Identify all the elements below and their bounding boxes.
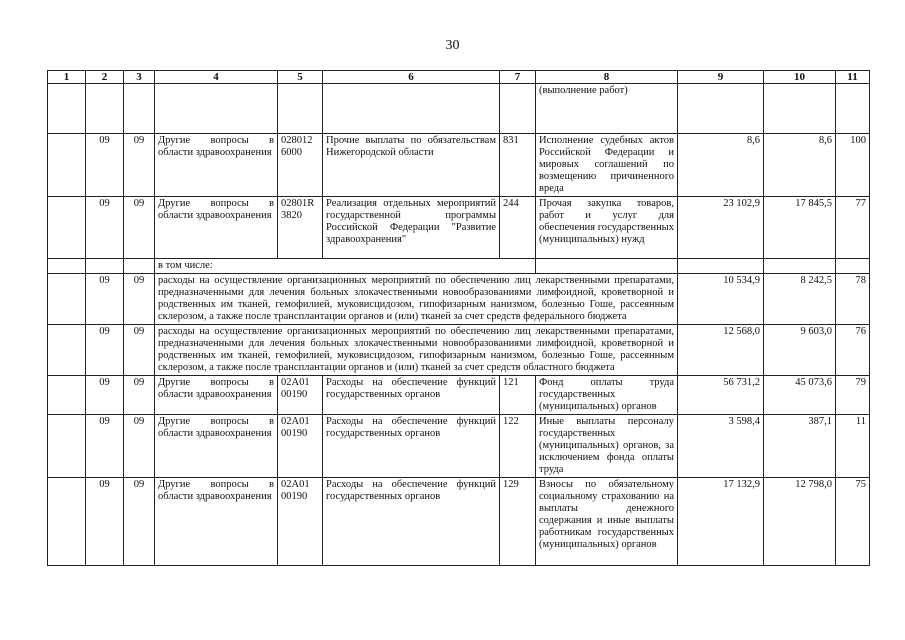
cell-plan: 56 731,2 <box>678 376 764 415</box>
cell-description: Фонд оплаты труда государственных (муниципальных) органов <box>536 376 678 415</box>
col-header-5: 5 <box>278 71 323 84</box>
cell-actual: 8,6 <box>764 134 836 197</box>
cell-actual: 387,1 <box>764 415 836 478</box>
budget-table <box>47 70 870 566</box>
cell-plan: 10 534,9 <box>678 274 764 325</box>
table-row <box>48 84 870 134</box>
cell-expense-description: расходы на осуществление организационных мероприятий по обеспечению лиц лекарственными препаратами, предназначенными для лечения больных злокачественными новообразованиями лимфоидной, кроветворной и родственных им тканей, гемофилией, муковисцидозом, гипофизарным нанизмом, болезнью Гоше, рассеянным склерозом, а также после трансплантации органов и (или) тканей за счет средств федерального бюджета <box>155 274 678 325</box>
table-row <box>48 415 870 478</box>
cell-code: 028012 6000 <box>278 134 323 197</box>
cell-type: 831 <box>500 134 536 197</box>
cell-subsection: 09 <box>124 415 155 478</box>
cell-percent: 79 <box>836 376 870 415</box>
cell <box>86 84 124 134</box>
cell-actual: 8 242,5 <box>764 274 836 325</box>
col-header-3: 3 <box>124 71 155 84</box>
cell-section: 09 <box>86 134 124 197</box>
cell-actual: 12 798,0 <box>764 478 836 566</box>
table-row <box>48 134 870 197</box>
cell-subsection: 09 <box>124 274 155 325</box>
cell-description: Иные выплаты персоналу государственных (муниципальных) органов, за исключением фонда оплаты труда <box>536 415 678 478</box>
cell-actual: 9 603,0 <box>764 325 836 376</box>
cell-program: Реализация отдельных мероприятий государственной программы Российской Федерации "Развитие здравоохранения" <box>323 197 500 259</box>
col-header-10: 10 <box>764 71 836 84</box>
cell-code: 02А01 00190 <box>278 478 323 566</box>
cell <box>764 259 836 274</box>
cell <box>278 84 323 134</box>
cell-plan: 23 102,9 <box>678 197 764 259</box>
cell-percent: 75 <box>836 478 870 566</box>
cell <box>48 197 86 259</box>
cell-expense-description: расходы на осуществление организационных мероприятий по обеспечению лиц лекарственными препаратами, предназначенными для лечения больных злокачественными новообразованиями лимфоидной, кроветворной и родственных им тканей, гемофилией, муковисцидозом, гипофизарным нанизмом, болезнью Гоше, рассеянным склерозом, а также после трансплантации органов и (или) тканей за счет средств областного бюджета <box>155 325 678 376</box>
cell <box>48 259 86 274</box>
cell-name: Другие вопросы в области здравоохранения <box>155 415 278 478</box>
cell-subsection: 09 <box>124 376 155 415</box>
cell <box>86 259 124 274</box>
col-header-1: 1 <box>48 71 86 84</box>
cell <box>48 134 86 197</box>
table-row <box>48 197 870 259</box>
cell-plan: 3 598,4 <box>678 415 764 478</box>
cell-actual: 45 073,6 <box>764 376 836 415</box>
cell-description: (выполнение работ) <box>536 84 678 134</box>
cell-name: Другие вопросы в области здравоохранения <box>155 134 278 197</box>
cell-percent: 77 <box>836 197 870 259</box>
cell-section: 09 <box>86 197 124 259</box>
cell-percent: 76 <box>836 325 870 376</box>
cell-section: 09 <box>86 274 124 325</box>
cell-subsection: 09 <box>124 325 155 376</box>
cell-program: Расходы на обеспечение функций государственных органов <box>323 376 500 415</box>
cell-program: Прочие выплаты по обязательствам Нижегородской области <box>323 134 500 197</box>
cell-actual: 17 845,5 <box>764 197 836 259</box>
cell <box>764 84 836 134</box>
col-header-4: 4 <box>155 71 278 84</box>
cell-type: 122 <box>500 415 536 478</box>
cell-including: в том числе: <box>155 259 536 274</box>
cell-plan: 8,6 <box>678 134 764 197</box>
col-header-7: 7 <box>500 71 536 84</box>
cell-plan: 17 132,9 <box>678 478 764 566</box>
cell-type: 121 <box>500 376 536 415</box>
cell-name: Другие вопросы в области здравоохранения <box>155 478 278 566</box>
page-number: 30 <box>445 38 460 53</box>
cell <box>678 259 764 274</box>
cell <box>836 84 870 134</box>
cell-name: Другие вопросы в области здравоохранения <box>155 376 278 415</box>
cell-type: 244 <box>500 197 536 259</box>
cell-code: 02А01 00190 <box>278 415 323 478</box>
table-row <box>48 274 870 325</box>
cell-section: 09 <box>86 478 124 566</box>
cell <box>500 84 536 134</box>
cell <box>48 376 86 415</box>
cell <box>124 259 155 274</box>
cell-code: 02801R 3820 <box>278 197 323 259</box>
cell <box>124 84 155 134</box>
cell <box>155 84 278 134</box>
cell-subsection: 09 <box>124 478 155 566</box>
table-row <box>48 376 870 415</box>
cell-percent: 78 <box>836 274 870 325</box>
cell-subsection: 09 <box>124 134 155 197</box>
cell-description: Взносы по обязательному социальному страхованию на выплаты денежного содержания и иные выплаты работникам государственных (муниципальных) органов <box>536 478 678 566</box>
cell-code: 02А01 00190 <box>278 376 323 415</box>
cell <box>48 84 86 134</box>
cell <box>48 415 86 478</box>
cell-program: Расходы на обеспечение функций государственных органов <box>323 478 500 566</box>
col-header-11: 11 <box>836 71 870 84</box>
cell-plan: 12 568,0 <box>678 325 764 376</box>
table-row <box>48 478 870 566</box>
header-row <box>48 71 870 84</box>
cell-percent: 11 <box>836 415 870 478</box>
cell-description: Исполнение судебных актов Российской Федерации и мировых соглашений по возмещению причиненного вреда <box>536 134 678 197</box>
cell-subsection: 09 <box>124 197 155 259</box>
col-header-2: 2 <box>86 71 124 84</box>
cell-section: 09 <box>86 376 124 415</box>
col-header-9: 9 <box>678 71 764 84</box>
table-row <box>48 325 870 376</box>
cell <box>536 259 678 274</box>
cell <box>48 325 86 376</box>
cell <box>48 274 86 325</box>
cell-percent: 100 <box>836 134 870 197</box>
cell <box>836 259 870 274</box>
table-row <box>48 259 870 274</box>
cell-name: Другие вопросы в области здравоохранения <box>155 197 278 259</box>
cell-section: 09 <box>86 415 124 478</box>
cell-type: 129 <box>500 478 536 566</box>
col-header-6: 6 <box>323 71 500 84</box>
col-header-8: 8 <box>536 71 678 84</box>
cell-program: Расходы на обеспечение функций государственных органов <box>323 415 500 478</box>
cell-description: Прочая закупка товаров, работ и услуг для обеспечения государственных (муниципальных) нужд <box>536 197 678 259</box>
cell-section: 09 <box>86 325 124 376</box>
cell <box>678 84 764 134</box>
cell <box>323 84 500 134</box>
cell <box>48 478 86 566</box>
